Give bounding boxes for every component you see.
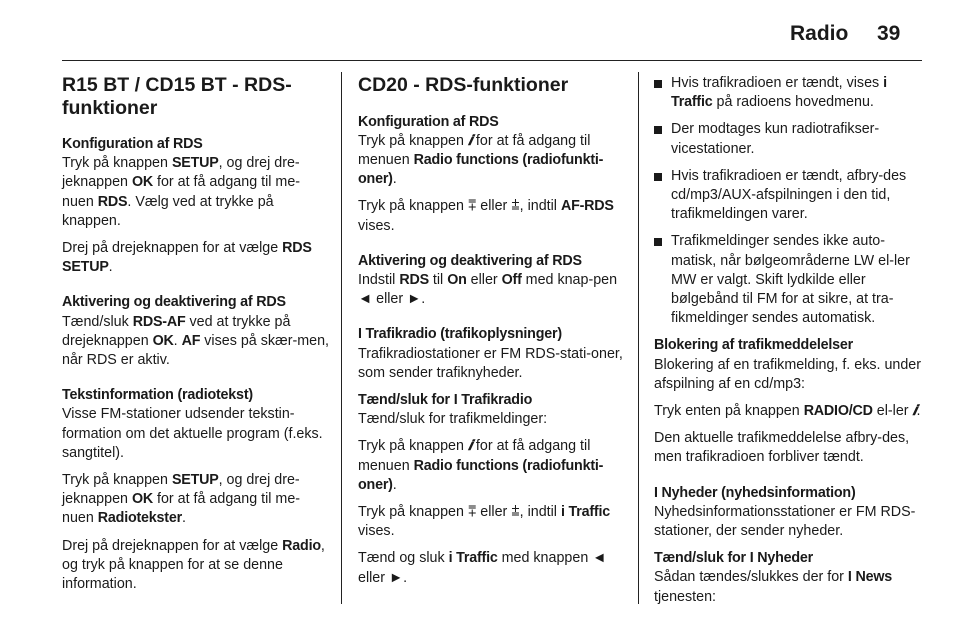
paragraph: Tryk på knappen SETUP, og drej dre-jeknappen OK for at få adgang til me-nuen RDS. Vælg ved at trykke på knappen. [62,155,301,229]
subsection-title: Tekstinformation (radiotekst) [62,387,253,404]
paragraph: Visse FM-stationer udsender tekstin-formation om det aktuelle program (f.eks. sangtitel). [62,406,323,461]
section-rds-toggle [62,293,330,370]
paragraph: Indstil RDS til On eller Off med knap-pen ◄ eller ►. [358,271,618,308]
info-button-icon: 𝒊 [467,438,472,455]
subsection-title: Konfiguration af RDS [358,113,499,130]
paragraph: Drej på drejeknappen for at vælge Radio, og tryk på knappen for at se denne information. [62,537,325,593]
column-divider-1 [341,72,342,604]
section-config-rds [62,135,330,277]
subsection-title: I Nyheder (nyhedsinformation) [654,484,856,501]
list-item: Hvis trafikradioen er tændt, afbry-des cd/mp3/AUX-afspilningen i den tid, trafikmeldingen varer. [654,167,924,225]
paragraph: Sådan tændes/slukkes der for I News tjenesten: [654,569,893,605]
info-button-icon: 𝒊 [912,403,917,420]
up-button-icon: ⩱ [467,198,477,215]
square-bullet-icon [654,80,662,88]
page-header [0,0,960,62]
list-item: Hvis trafikradioen er tændt, vises i Traffic på radioens hovedmenu. [654,74,924,112]
list-item: Trafikmeldinger sendes ikke auto-matisk, når bølgeområderne LW el-ler MW er valgt. Skift lydkilde eller bølgebånd til FM for at sikre, at tra-fikmeldinger sendes automatisk. [654,232,924,328]
paragraph: Tænd/sluk for trafikmeldinger: [358,411,548,428]
subsection-subtitle: Tænd/sluk for I Nyheder [654,550,814,567]
down-button-icon: ⩲ [511,198,520,215]
column-3 [654,74,924,623]
paragraph: Tryk på knappen ⩱ eller ⩲, indtil i Traffic vises. [358,503,611,540]
paragraph: Tryk enten på knappen RADIO/CD el-ler 𝒊. [654,403,921,420]
paragraph: Tryk på knappen 𝒊 for at få adgang til menuen Radio functions (radiofunkti-oner). [358,438,604,493]
section-rds-toggle [358,252,628,310]
down-button-icon: ⩲ [511,503,520,520]
column-1 [62,74,330,610]
paragraph: Den aktuelle trafikmeddelelse afbry-des, men trafikradioen forbliver tændt. [654,430,910,466]
paragraph: Tryk på knappen 𝒊 for at få adgang til menuen Radio functions (radiofunkti-oner). [358,132,604,188]
subsection-subtitle: Tænd/sluk for I Trafikradio [358,391,533,408]
paragraph: Tryk på knappen SETUP, og drej dre-jeknappen OK for at få adgang til me-nuen Radiotekster. [62,472,301,527]
subsection-title: Konfiguration af RDS [62,136,203,152]
header-rule [62,60,922,61]
info-button-icon: 𝒊 [467,132,472,149]
subsection-title: Aktivering og deaktivering af RDS [62,294,286,311]
paragraph: Blokering af en trafikmelding, f. eks. under afspilning af en cd/mp3: [654,356,922,392]
paragraph: Drej på drejeknappen for at vælge RDS SETUP. [62,240,312,276]
subsection-title: Aktivering og deaktivering af RDS [358,252,582,269]
column-2 [358,74,628,604]
bullet-list [654,74,924,328]
paragraph: Tænd og sluk i Traffic med knappen ◄ eller ►. [358,550,607,586]
paragraph: Trafikradiostationer er FM RDS-stati-oner, som sender trafiknyheder. [358,345,623,381]
section-block-traffic [654,336,924,467]
subsection-title: Blokering af trafikmeddelelser [654,337,853,354]
square-bullet-icon [654,173,662,181]
list-item: Der modtages kun radiotrafikser-vicestationer. [654,120,924,158]
paragraph: Nyhedsinformationsstationer er FM RDS-stationer, der sender nyheder. [654,503,916,540]
paragraph: Tryk på knappen ⩱ eller ⩲, indtil AF-RDS vises. [358,198,614,234]
page-header-title: Radio [790,22,849,45]
section-heading: CD20 - RDS-funktioner [358,74,569,96]
square-bullet-icon [654,238,662,246]
section-config-rds [358,113,628,236]
section-heading: R15 BT / CD15 BT - RDS-funktioner [62,74,292,119]
paragraph: Tænd/sluk RDS-AF ved at trykke på drejeknappen OK. AF vises på skær-men, når RDS er aktiv. [62,313,330,369]
section-traffic-radio [358,325,628,587]
section-radiotext [62,386,330,594]
section-news [654,484,924,607]
up-button-icon: ⩱ [467,503,477,520]
page-number: 39 [877,22,901,45]
square-bullet-icon [654,126,662,134]
column-divider-2 [638,72,639,604]
subsection-title: I Trafikradio (trafikoplysninger) [358,326,562,343]
